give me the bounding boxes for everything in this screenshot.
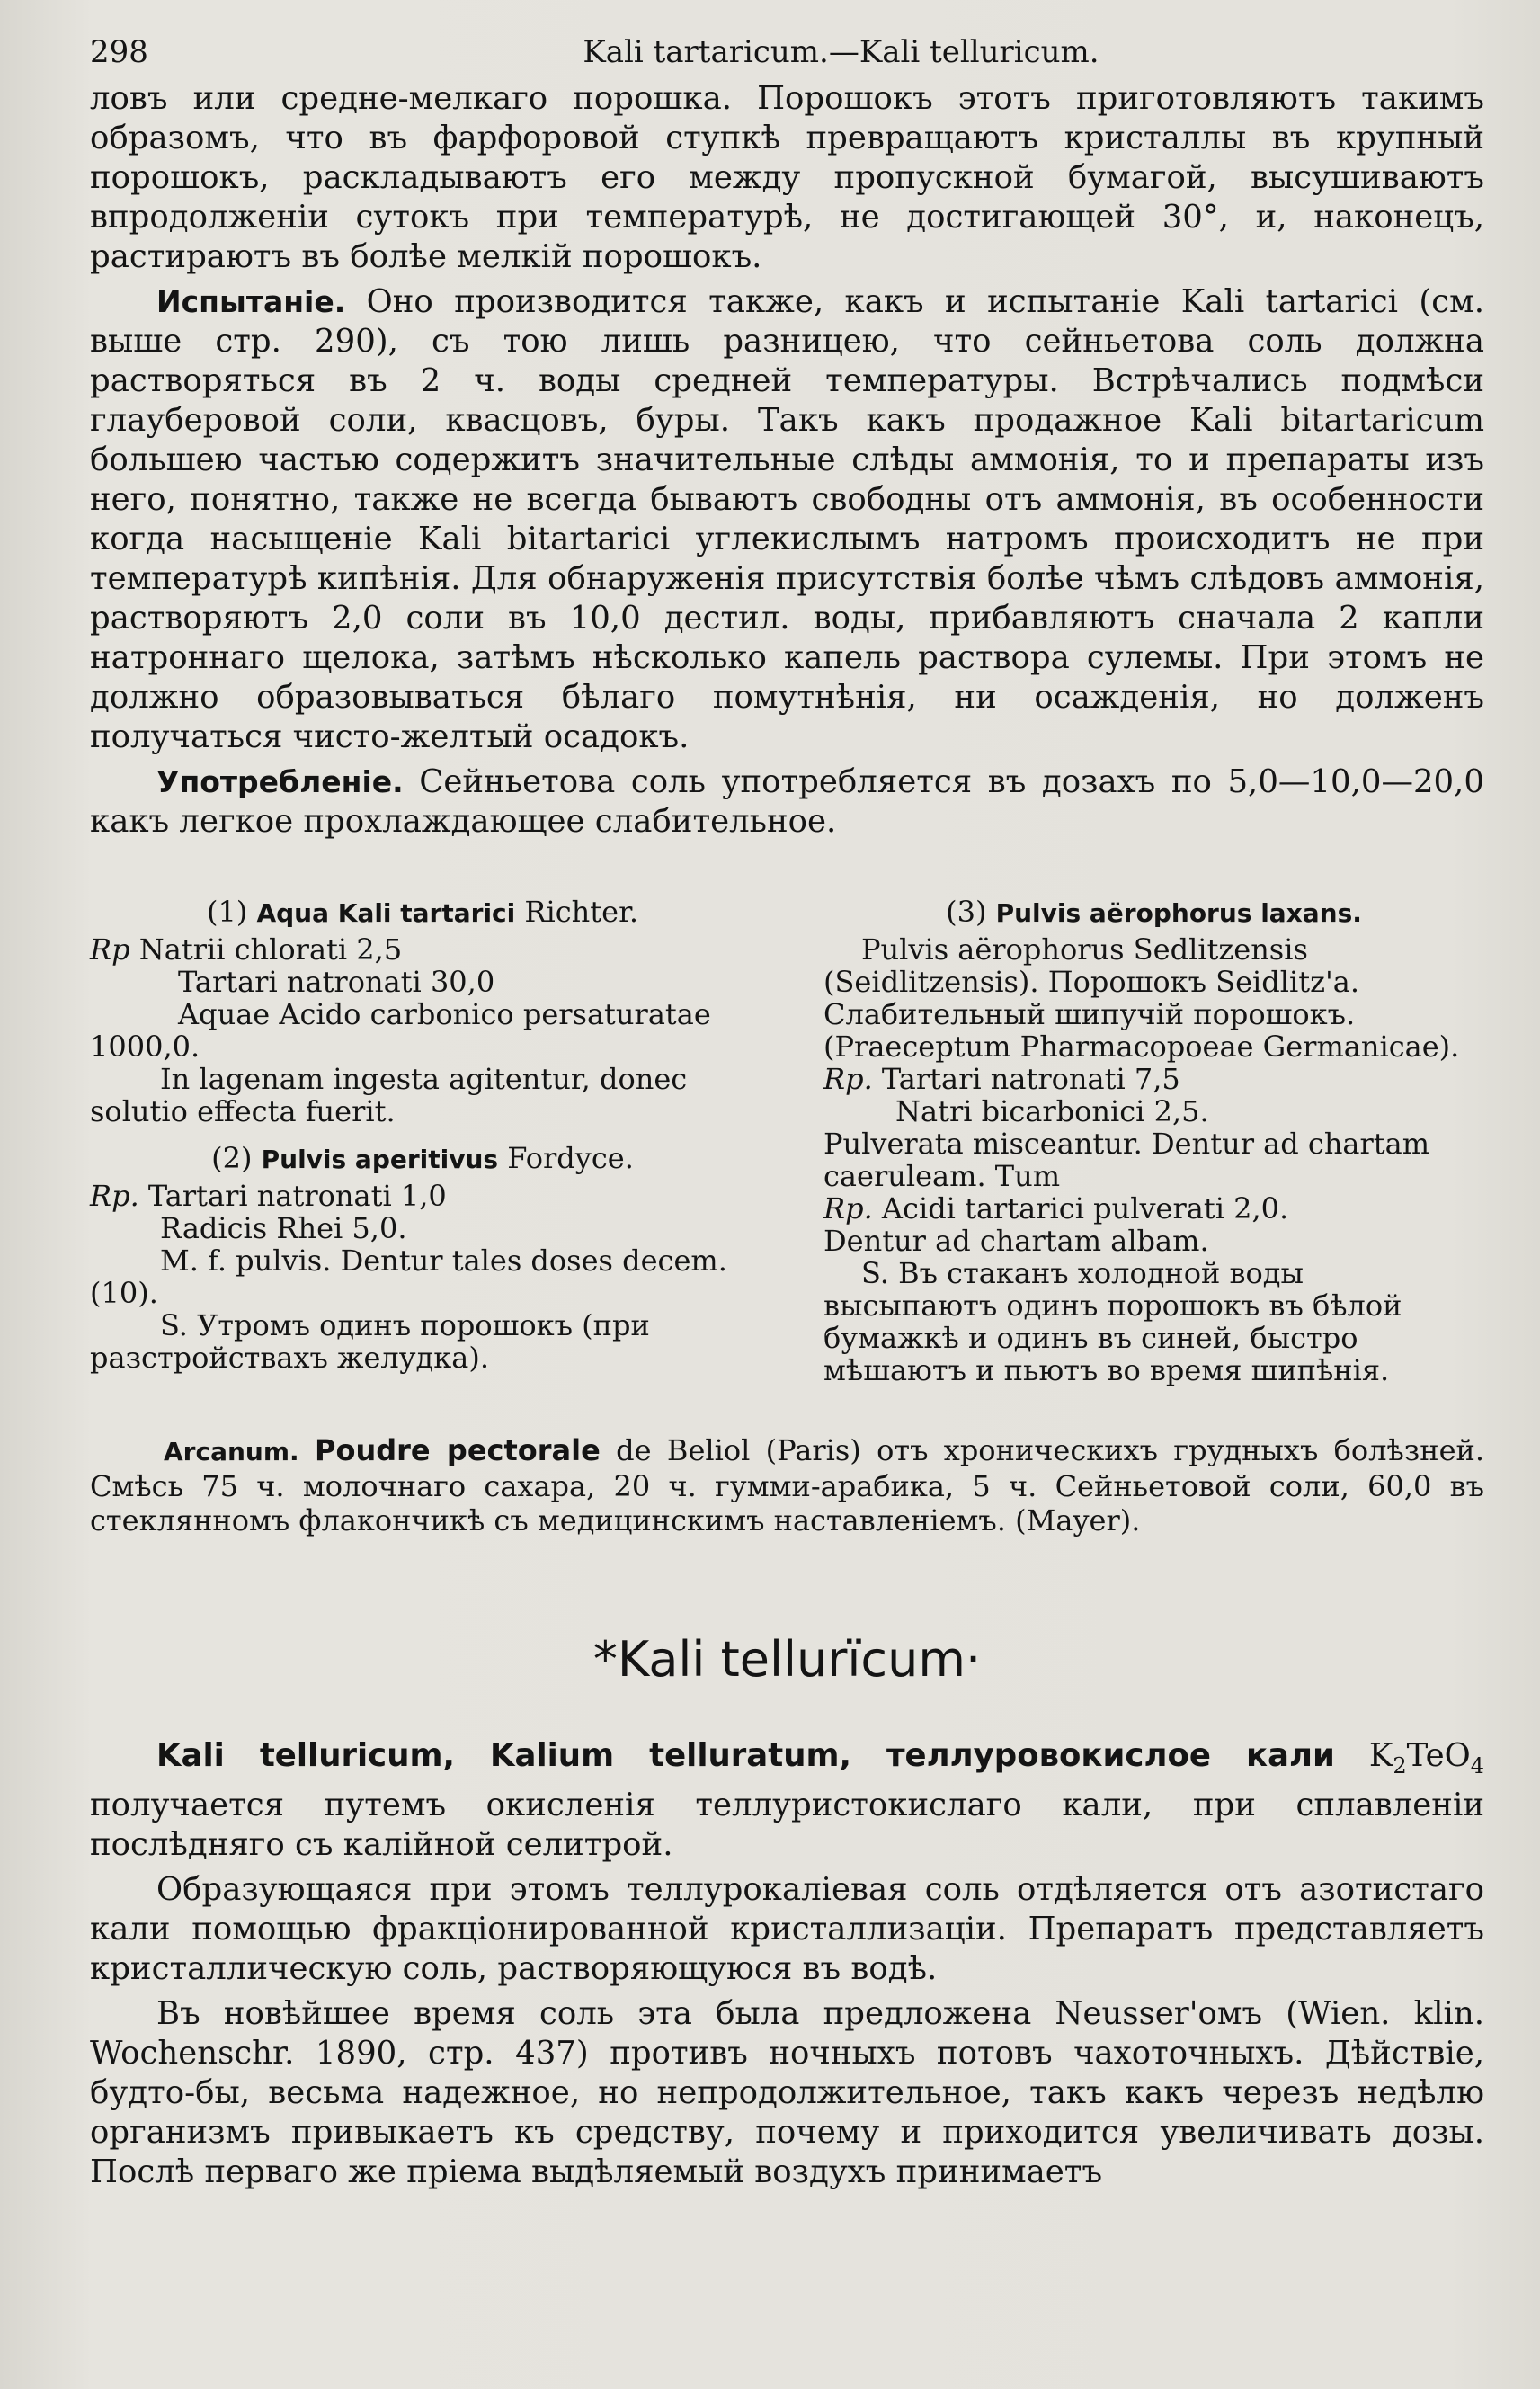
recipe-1-name: Aqua Kali tartarici — [256, 898, 516, 928]
recipe-1-title — [90, 896, 755, 930]
recipe-2-author: Fordyce. — [507, 1141, 634, 1175]
recipe-2-number: (2) — [211, 1141, 253, 1175]
recipe-2-line-2: Radicis Rhei 5,0. — [160, 1211, 407, 1245]
running-title: Kali tartaricum.—Kali telluricum. — [583, 34, 1099, 70]
arcanum-paragraph — [90, 1433, 1484, 1538]
recipe-3-ingredient-3: Acidi tartarici pulverati 2,0. — [872, 1191, 1289, 1226]
usage-label: Употребленіе. — [156, 764, 404, 799]
recipe-1-author: Richter. — [524, 895, 639, 929]
recipes-right-column — [823, 896, 1484, 1386]
recipe-3-line-3 — [823, 1063, 1484, 1095]
page-number: 298 — [90, 34, 148, 70]
section-paragraph-2: Образующаяся при этомъ теллурокаліевая соль отдѣляется отъ азотистаго кали помощью фракціонированной кристаллизаціи. Препаратъ представляетъ кристаллическую соль, растворяющуюся въ водѣ. — [90, 1871, 1484, 1988]
testing-label: Испытаніе. — [156, 284, 346, 319]
recipe-2-title — [90, 1142, 755, 1176]
recipe-3-number: (3) — [946, 895, 987, 929]
recipe-1-number: (1) — [206, 895, 248, 929]
recipe-2-line-3: M. f. pulvis. Dentur tales doses decem. (10). — [90, 1244, 727, 1310]
recipe-3-name: Pulvis aërophorus laxans. — [995, 898, 1362, 928]
recipe-1-line-1 — [90, 933, 755, 966]
recipe-2-name: Pulvis aperitivus — [261, 1145, 499, 1174]
usage-paragraph — [90, 762, 1484, 842]
recipe-1-line-3: Aquae Acido carbonico persaturatae 1000,0. — [90, 997, 711, 1064]
arcanum-label: Arcanum. — [164, 1437, 299, 1466]
recipe-1-ingredient-1: Natrii chlorati 2,5 — [129, 932, 403, 967]
recipe-2-ingredient-1: Tartari natronati 1,0 — [138, 1179, 447, 1213]
recipe-1-line-4: In lagenam ingesta agitentur, donec solutio effecta fuerit. — [90, 1062, 688, 1128]
section-lead-paragraph — [90, 1736, 1484, 1865]
testing-paragraph — [90, 282, 1484, 757]
usage-text: Сейньетова соль употребляется въ дозахъ по 5,0—10,0—20,0 какъ легкое прохлаждающее слабительное. — [90, 763, 1484, 840]
recipe-3-line-7: Dentur ad chartam albam. — [823, 1224, 1209, 1258]
recipe-3-line-6 — [823, 1192, 1484, 1225]
intro-paragraph: ловъ или средне-мелкаго порошка. Порошокъ этотъ приготовляютъ такимъ образомъ, что въ фарфоровой ступкѣ превращаютъ кристаллы въ крупный порошокъ, раскладываютъ его между пропускной бумагой, высушиваютъ впродолженіи сутокъ при температурѣ, не достигающей 30°, и, наконецъ, растираютъ въ болѣе мелкій порошокъ. — [90, 80, 1484, 275]
formula-k: K — [1368, 1737, 1393, 1774]
section-lead-bold: Kali telluricum, Kalium telluratum, теллуровокислое кали — [156, 1737, 1335, 1774]
recipe-1-rx: Rp — [90, 932, 130, 967]
recipe-1-line-2: Tartari natronati 30,0 — [178, 965, 495, 999]
recipe-3-line-5: Pulverata misceantur. Dentur ad chartam caeruleam. Tum — [823, 1127, 1430, 1193]
recipe-2-rx: Rp. — [90, 1179, 139, 1213]
formula-o-sub: 4 — [1470, 1753, 1484, 1779]
recipe-3-ingredient-1: Tartari natronati 7,5 — [872, 1062, 1180, 1096]
formula-teo: TeO — [1406, 1737, 1471, 1774]
recipe-1 — [90, 896, 755, 1128]
testing-text: Оно производится также, какъ и испытаніе Kali tartarici (см. выше стр. 290), съ тою лишь разницею, что сейньетова соль должна растворяться въ 2 ч. воды средней температуры. Встрѣчались подмѣси глауберовой соли, квасцовъ, буры. Такъ какъ продажное Kali bitartaricum большею частью содержитъ значительные слѣды аммонія, то и препараты изъ него, понятно, также не всегда бываютъ свободны отъ аммонія, въ особенности когда насыщеніе Kali bitartarici углекислымъ натромъ происходитъ не при температурѣ кипѣнія. Для обнаруженія присутствія болѣе чѣмъ слѣдовъ аммонія, растворяютъ 2,0 соли въ 10,0 дестил. воды, прибавляютъ сначала 2 капли натроннаго щелока, затѣмъ нѣсколько капель раствора сулемы. При этомъ не должно образовываться бѣлаго помутнѣнія, ни осажденія, но долженъ получаться чисто-желтый осадокъ. — [90, 283, 1484, 755]
recipe-3 — [823, 896, 1484, 1386]
recipe-3-line-1: Pulvis aërophorus Sedlitzensis (Seidlitzensis). Порошокъ Seidlitz'а. Слабительный шипучій порошокъ. — [823, 932, 1359, 1031]
arcanum-text: de Beliol (Paris) отъ хроническихъ грудныхъ болѣзней. Смѣсь 75 ч. молочнаго сахара, 20 ч. гумми-арабика, 5 ч. Сейньетовой соли, 60,0 въ стеклянномъ флакончикѣ съ медицинскимъ наставленіемъ. (Mayer). — [90, 1433, 1485, 1538]
recipe-2-line-4: S. Утромъ одинъ порошокъ (при разстройствахъ желудка). — [90, 1308, 650, 1375]
recipe-3-rx-2: Rp. — [823, 1191, 873, 1226]
recipe-3-line-4: Natri bicarbonici 2,5. — [895, 1094, 1209, 1128]
recipe-3-title — [823, 896, 1484, 930]
recipes-left-column — [90, 896, 755, 1386]
section-paragraph-3: Въ новѣйшее время соль эта была предложена Neusser'омъ (Wien. klin. Wochenschr. 1890, стр. 437) противъ ночныхъ потовъ чахоточныхъ. Дѣйствіе, будто-бы, весьма надежное, но непродолжительное, такъ какъ черезъ недѣлю организмъ привыкаетъ къ средству, почему и приходится увеличивать дозы. Послѣ перваго же пріема выдѣляемый воздухъ принимаетъ — [90, 1995, 1484, 2191]
recipes-columns — [90, 896, 1484, 1386]
recipe-2-line-1 — [90, 1180, 755, 1212]
arcanum-name: Poudre pectorale — [315, 1433, 601, 1467]
recipe-2 — [90, 1142, 755, 1374]
section-title: *Kali tellurïcum· — [592, 1631, 982, 1688]
recipe-3-rx: Rp. — [823, 1062, 873, 1096]
formula — [1368, 1737, 1484, 1779]
section-lead-rest: получается путемъ окисленія теллуристокислаго кали, при сплавленіи послѣдняго съ калійной селитрой. — [90, 1787, 1484, 1864]
formula-k-sub: 2 — [1393, 1753, 1407, 1779]
running-header — [90, 34, 1484, 79]
recipe-3-line-8: S. Въ стаканъ холодной воды высыпаютъ одинъ порошокъ въ бѣлой бумажкѣ и одинъ въ синей, быстро мѣшаютъ и пьютъ во время шипѣнія. — [823, 1256, 1402, 1387]
recipe-3-line-2: (Praeceptum Pharmacopoeae Germanicae). — [823, 1030, 1460, 1064]
